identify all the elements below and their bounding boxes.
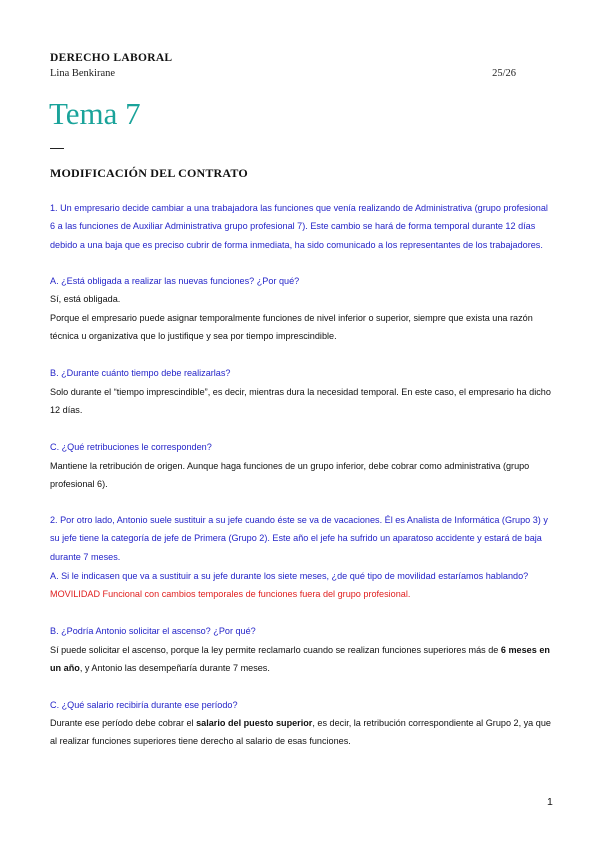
answer-2c-text-1: Durante ese período debe cobrar el bbox=[50, 718, 197, 728]
section-title: MODIFICACIÓN DEL CONTRATO bbox=[50, 166, 248, 180]
answer-2c-text-2: , es decir, la retribución correspondiente al Grupo 2, ya que al realizar funciones superiores tiene derecho al salario de esas funciones. bbox=[50, 718, 551, 747]
answer-2c bbox=[50, 714, 555, 751]
answer-1c: Mantiene la retribución de origen. Aunque haga funciones de un grupo inferior, debe cobrar como administrativa (grupo profesional 6). bbox=[50, 461, 530, 490]
answer-2b-text-2: , y Antonio las desempeñaría durante 7 meses. bbox=[79, 663, 270, 674]
answer-1a-line-2: Porque el empresario puede asignar temporalmente funciones de nivel inferior o superior, siempre que exista una razón técnica u organizativa que lo justifique y sea por tiempo imprescindible. bbox=[50, 313, 533, 342]
page-number: 1 bbox=[547, 796, 553, 808]
question-2-statement: 2. Por otro lado, Antonio suele sustituir a su jefe cuando éste se va de vacaciones. Él es Analista de Informática (Grupo 3) y su jefe tiene la categoría de jefe de Primera (Grupo 2). Este año el jefe ha sufrido un aparatoso accidente y estará de baja durante 7 meses. bbox=[50, 515, 548, 562]
header-course-year: 25/26 bbox=[492, 68, 516, 79]
answer-2b bbox=[50, 641, 555, 678]
page-title: Tema 7 bbox=[49, 96, 141, 131]
question-1b: B. ¿Durante cuánto tiempo debe realizarlas? bbox=[50, 368, 231, 378]
answer-1a-line-1: Sí, está obligada. bbox=[50, 294, 121, 304]
question-1-statement: 1. Un empresario decide cambiar a una trabajadora las funciones que venía realizando de Administrativa (grupo profesional 6 a las funciones de Auxiliar Administrativa grupo profesional 7). Este cambio se hará de forma temporal durante 12 días debido a una baja que es preciso cubrir de forma inmediata, ha sido comunicado a los representantes de los trabajadores. bbox=[50, 203, 548, 250]
header-author: Lina Benkirane bbox=[50, 68, 116, 79]
answer-2b-text-1: Sí puede solicitar el ascenso, porque la ley permite reclamarlo cuando se realizan funciones superiores más de bbox=[50, 645, 501, 655]
answer-2a: MOVILIDAD Funcional con cambios temporales de funciones fuera del grupo profesional. bbox=[50, 589, 411, 600]
question-2b: B. ¿Podría Antonio solicitar el ascenso? ¿Por qué? bbox=[50, 626, 256, 636]
question-2a-paragraph bbox=[50, 567, 555, 604]
question-1c: C. ¿Qué retribuciones le corresponden? bbox=[50, 442, 212, 452]
question-2a: A. Si le indicasen que va a sustituir a su jefe durante los siete meses, ¿de qué tipo de movilidad estaríamos hablando? bbox=[50, 571, 529, 581]
question-1a: A. ¿Está obligada a realizar las nuevas funciones? ¿Por qué? bbox=[50, 276, 300, 286]
answer-2c-bold: salario del puesto superior bbox=[196, 718, 313, 728]
answer-1b: Solo durante el “tiempo imprescindible”, es decir, mientras dura la necesidad temporal. En este caso, el empresario ha dicho 12 días. bbox=[50, 387, 551, 416]
answer-2b-bold: 6 meses en un año bbox=[50, 645, 550, 674]
question-2c: C. ¿Qué salario recibiría durante ese período? bbox=[50, 700, 238, 710]
header-subject: DERECHO LABORAL bbox=[50, 52, 173, 64]
title-underline-divider bbox=[50, 148, 64, 149]
